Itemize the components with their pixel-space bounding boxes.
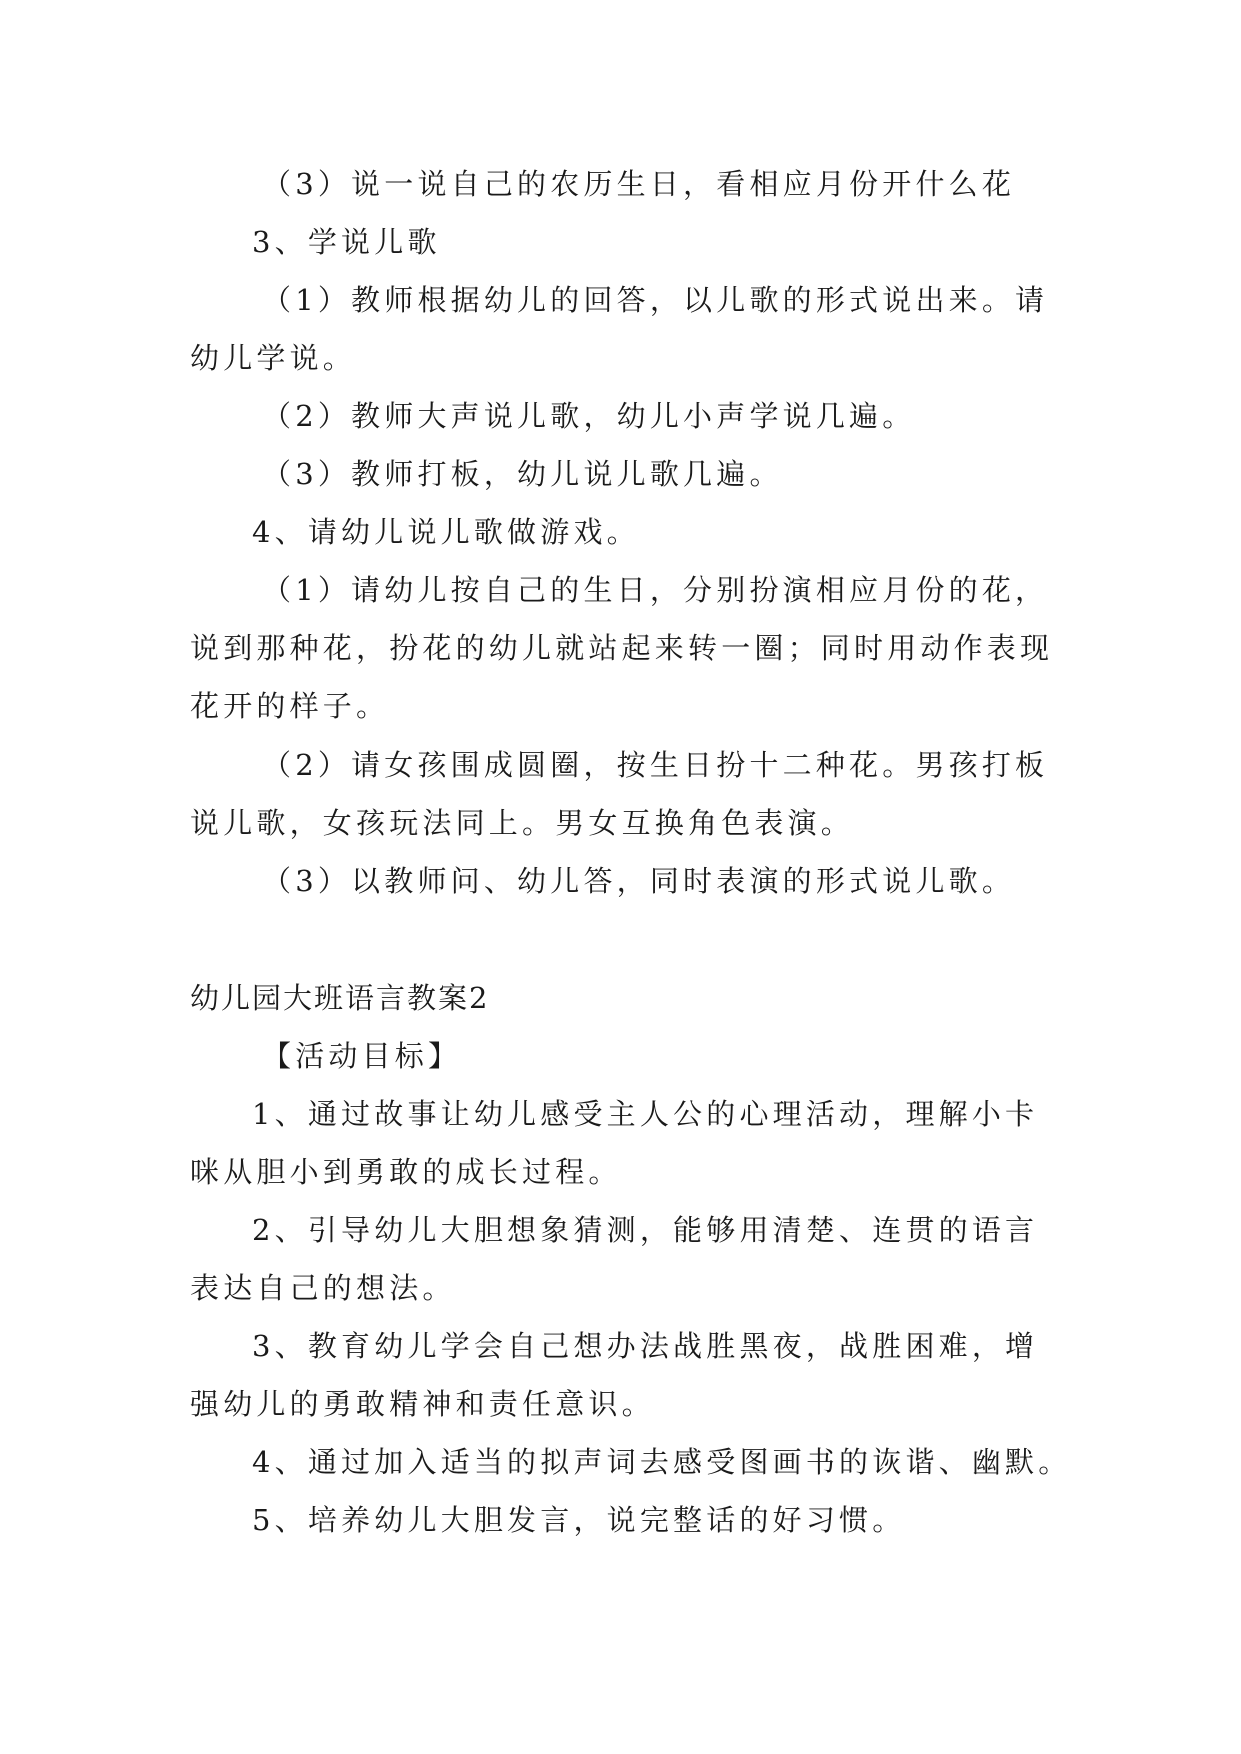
goals-heading: 【活动目标】	[262, 1039, 462, 1073]
paragraph-line: （2）教师大声说儿歌，幼儿小声学说几遍。	[262, 399, 916, 433]
paragraph-line: （3）说一说自己的农历生日，看相应月份开什么花	[262, 167, 1016, 201]
paragraph-line: 4、通过加入适当的拟声词去感受图画书的诙谐、幽默。	[252, 1445, 1072, 1479]
paragraph-line: 说儿歌，女孩玩法同上。男女互换角色表演。	[190, 806, 855, 840]
paragraph-line: 1、通过故事让幼儿感受主人公的心理活动，理解小卡	[252, 1097, 1039, 1131]
section-heading: 4、请幼儿说儿歌做游戏。	[252, 515, 640, 549]
paragraph-line: （3）以教师问、幼儿答，同时表演的形式说儿歌。	[262, 864, 1016, 898]
paragraph-line: 花开的样子。	[190, 689, 390, 723]
paragraph-line: 说到那种花，扮花的幼儿就站起来转一圈；同时用动作表现	[190, 631, 1054, 665]
paragraph-line: （1）请幼儿按自己的生日，分别扮演相应月份的花，	[262, 573, 1049, 607]
document-title: 幼儿园大班语言教案2	[190, 981, 490, 1015]
paragraph-line: （2）请女孩围成圆圈，按生日扮十二种花。男孩打板	[262, 748, 1049, 782]
paragraph-line: （1）教师根据幼儿的回答，以儿歌的形式说出来。请	[262, 283, 1049, 317]
section-heading: 3、学说儿歌	[252, 225, 441, 259]
paragraph-line: 5、培养幼儿大胆发言，说完整话的好习惯。	[252, 1503, 906, 1537]
paragraph-line: 表达自己的想法。	[190, 1271, 456, 1305]
paragraph-line: （3）教师打板，幼儿说儿歌几遍。	[262, 457, 783, 491]
paragraph-line: 强幼儿的勇敢精神和责任意识。	[190, 1387, 655, 1421]
paragraph-line: 幼儿学说。	[190, 341, 357, 375]
paragraph-line: 3、教育幼儿学会自己想办法战胜黑夜，战胜困难，增	[252, 1329, 1039, 1363]
paragraph-line: 2、引导幼儿大胆想象猜测，能够用清楚、连贯的语言	[252, 1213, 1039, 1247]
paragraph-line: 咪从胆小到勇敢的成长过程。	[190, 1155, 622, 1189]
